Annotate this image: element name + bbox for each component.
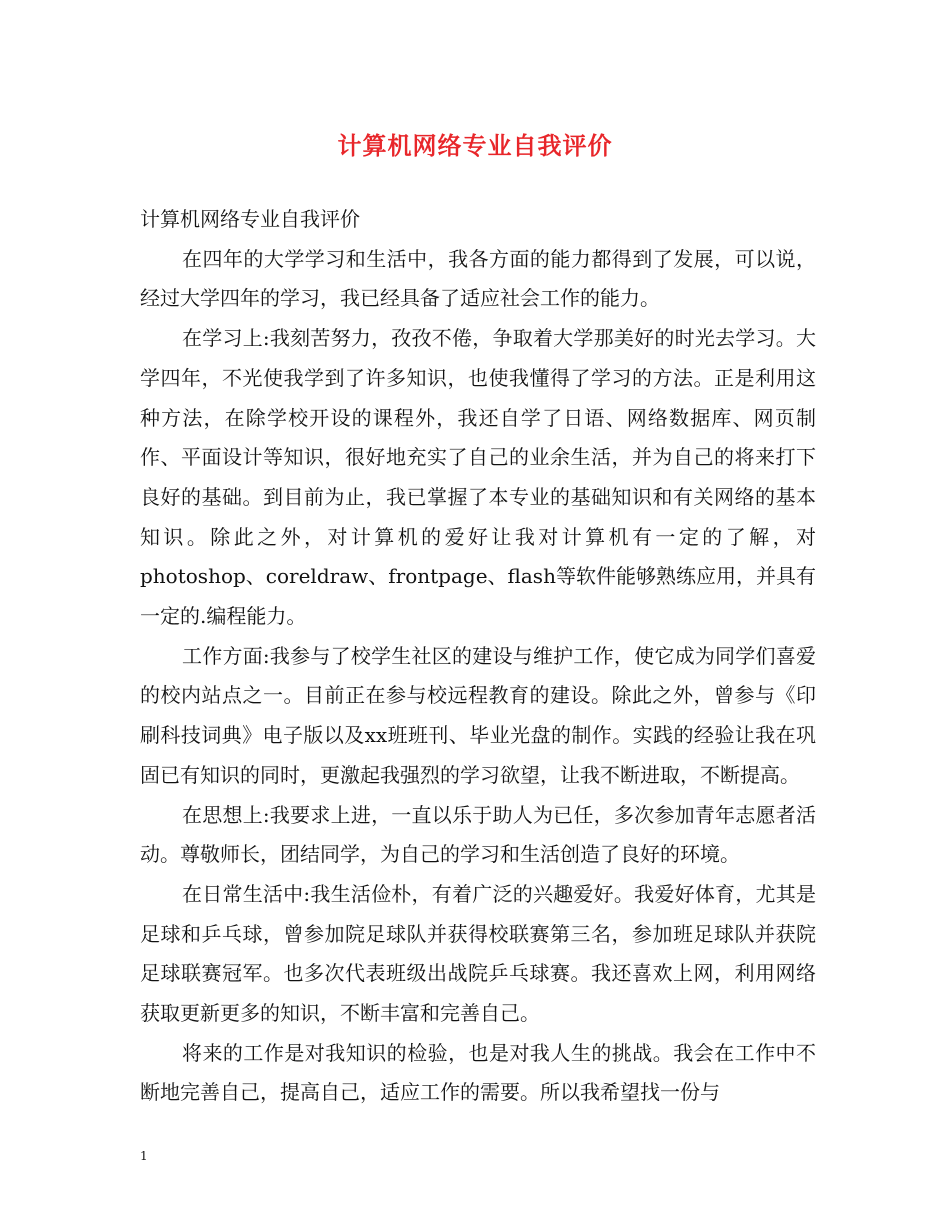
document-title: 计算机网络专业自我评价: [337, 131, 613, 160]
paragraph-daily-life: 在日常生活中:我生活俭朴，有着广泛的兴趣爱好。我爱好体育，尤其是足球和乒乓球，曾参加院足球队并获得校联赛第三名，参加班足球队并获院足球联赛冠军。也多次代表班级出战院乒乓球赛。我还喜欢上网，利用网络获取更新更多的知识，不断丰富和完善自己。: [140, 881, 816, 1026]
paragraph-study: 在学习上:我刻苦努力，孜孜不倦，争取着大学那美好的时光去学习。大学四年，不光使我学到了许多知识，也使我懂得了学习的方法。正是利用这种方法，在除学校开设的课程外，我还自学了日语、网络数据库、网页制作、平面设计等知识，很好地充实了自己的业余生活，并为自己的将来打下良好的基础。到目前为止，我已掌握了本专业的基础知识和有关网络的基本知识。除此之外，对计算机的爱好让我对计算机有一定的了解，对photoshop、coreldraw、frontpage、flash等软件能够熟练应用，并具有一定的.编程能力。: [140, 326, 816, 629]
paragraph-intro: 在四年的大学学习和生活中，我各方面的能力都得到了发展，可以说，经过大学四年的学习，我已经具备了适应社会工作的能力。: [140, 246, 816, 311]
document-subtitle: 计算机网络专业自我评价: [140, 207, 360, 231]
paragraph-work: 工作方面:我参与了校学生社区的建设与维护工作，使它成为同学们喜爱的校内站点之一。目前正在参与校远程教育的建设。除此之外，曾参与《印刷科技词典》电子版以及xx班班刊、毕业光盘的制作。实践的经验让我在巩固已有知识的同时，更激起我强烈的学习欲望，让我不断进取，不断提高。: [140, 643, 816, 787]
page-number: 1: [140, 1149, 148, 1163]
document-body: [140, 200, 816, 1113]
paragraph-future: 将来的工作是对我知识的检验，也是对我人生的挑战。我会在工作中不断地完善自己，提高自己，适应工作的需要。所以我希望找一份与: [140, 1040, 816, 1105]
paragraph-ideology: 在思想上:我要求上进，一直以乐于助人为已任，多次参加青年志愿者活动。尊敬师长，团结同学，为自己的学习和生活创造了良好的环境。: [140, 802, 816, 867]
